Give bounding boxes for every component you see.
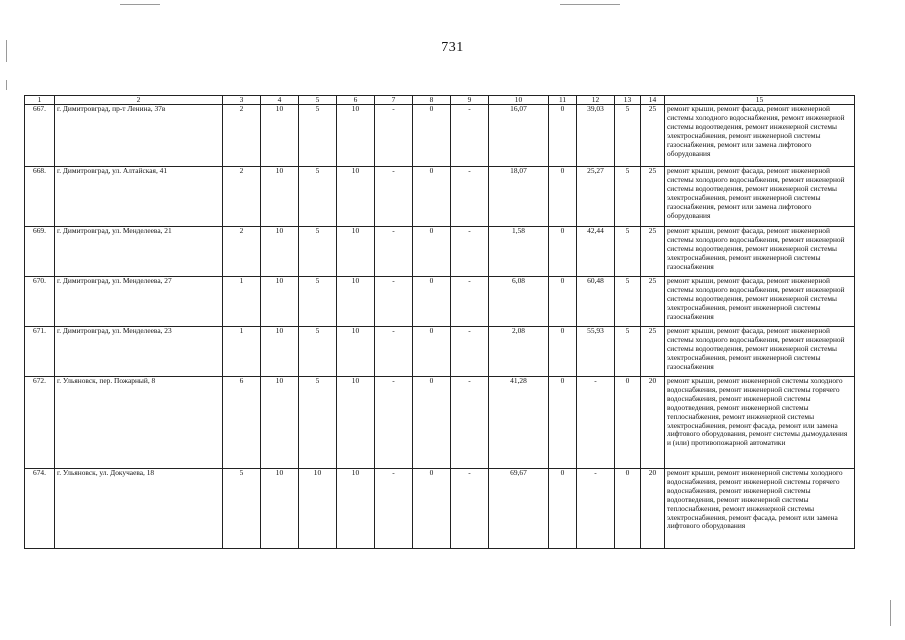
row-number-cell: 674.: [25, 469, 55, 549]
value-cell: -: [375, 377, 413, 469]
value-cell: 18,07: [489, 167, 549, 227]
address-cell: г. Димитровград, ул. Менделеева, 23: [55, 327, 223, 377]
works-cell: ремонт крыши, ремонт фасада, ремонт инженерной системы холодного водоснабжения, ремонт инженерной системы водоотведения, ремонт инженерной системы электроснабжения, ремонт инженерной системы газоснабжения: [665, 327, 855, 377]
table-row: [25, 469, 855, 549]
value-cell: -: [375, 327, 413, 377]
scan-mark: [120, 4, 160, 5]
column-number-row: [25, 96, 855, 105]
column-number-cell: 3: [223, 96, 261, 105]
repair-register-table: [24, 95, 855, 549]
value-cell: 10: [261, 167, 299, 227]
row-number-cell: 670.: [25, 277, 55, 327]
value-cell: 10: [337, 227, 375, 277]
works-cell: ремонт крыши, ремонт фасада, ремонт инженерной системы холодного водоснабжения, ремонт инженерной системы водоотведения, ремонт инженерной системы электроснабжения, ремонт инженерной системы газоснабжения, ремонт или замена лифтового оборудования: [665, 105, 855, 167]
value-cell: 0: [413, 327, 451, 377]
value-cell: 0: [413, 469, 451, 549]
value-cell: 5: [615, 327, 641, 377]
works-cell: ремонт крыши, ремонт фасада, ремонт инженерной системы холодного водоснабжения, ремонт инженерной системы водоотведения, ремонт инженерной системы электроснабжения, ремонт инженерной системы газоснабжения, ремонт или замена лифтового оборудования: [665, 167, 855, 227]
column-number-cell: 13: [615, 96, 641, 105]
value-cell: 5: [299, 105, 337, 167]
table-row: [25, 377, 855, 469]
value-cell: 60,48: [577, 277, 615, 327]
value-cell: 69,67: [489, 469, 549, 549]
row-number-cell: 667.: [25, 105, 55, 167]
value-cell: 25: [641, 227, 665, 277]
value-cell: -: [375, 277, 413, 327]
value-cell: 10: [337, 327, 375, 377]
value-cell: 6,08: [489, 277, 549, 327]
value-cell: 20: [641, 377, 665, 469]
works-cell: ремонт крыши, ремонт фасада, ремонт инженерной системы холодного водоснабжения, ремонт инженерной системы водоотведения, ремонт инженерной системы электроснабжения, ремонт инженерной системы газоснабжения: [665, 277, 855, 327]
row-number-cell: 672.: [25, 377, 55, 469]
column-number-cell: 6: [337, 96, 375, 105]
table-row: [25, 277, 855, 327]
value-cell: 2,08: [489, 327, 549, 377]
value-cell: -: [577, 377, 615, 469]
column-number-cell: 10: [489, 96, 549, 105]
column-number-cell: 7: [375, 96, 413, 105]
value-cell: -: [451, 227, 489, 277]
column-number-cell: 4: [261, 96, 299, 105]
value-cell: 0: [413, 105, 451, 167]
value-cell: -: [577, 469, 615, 549]
value-cell: -: [451, 105, 489, 167]
page-number: 731: [441, 40, 464, 55]
value-cell: -: [451, 327, 489, 377]
value-cell: -: [451, 377, 489, 469]
value-cell: -: [451, 277, 489, 327]
value-cell: 10: [299, 469, 337, 549]
value-cell: -: [451, 469, 489, 549]
value-cell: 10: [337, 277, 375, 327]
value-cell: 25,27: [577, 167, 615, 227]
value-cell: 5: [223, 469, 261, 549]
value-cell: 42,44: [577, 227, 615, 277]
address-cell: г. Димитровград, ул. Алтайская, 41: [55, 167, 223, 227]
value-cell: 0: [413, 227, 451, 277]
value-cell: 20: [641, 469, 665, 549]
value-cell: 0: [549, 277, 577, 327]
column-number-cell: 15: [665, 96, 855, 105]
value-cell: 5: [299, 227, 337, 277]
value-cell: 0: [413, 167, 451, 227]
value-cell: 10: [261, 227, 299, 277]
value-cell: 1: [223, 327, 261, 377]
value-cell: 55,93: [577, 327, 615, 377]
value-cell: 0: [615, 377, 641, 469]
row-number-cell: 668.: [25, 167, 55, 227]
value-cell: 0: [549, 105, 577, 167]
value-cell: 1,58: [489, 227, 549, 277]
value-cell: 2: [223, 227, 261, 277]
value-cell: 0: [549, 469, 577, 549]
scan-mark: [890, 600, 891, 626]
value-cell: 25: [641, 277, 665, 327]
value-cell: 10: [337, 377, 375, 469]
address-cell: г. Димитровград, пр-т Ленина, 37в: [55, 105, 223, 167]
address-cell: г. Ульяновск, ул. Докучаева, 18: [55, 469, 223, 549]
value-cell: 5: [299, 327, 337, 377]
value-cell: 2: [223, 105, 261, 167]
value-cell: 25: [641, 327, 665, 377]
value-cell: 10: [261, 327, 299, 377]
row-number-cell: 669.: [25, 227, 55, 277]
value-cell: -: [375, 227, 413, 277]
value-cell: 41,28: [489, 377, 549, 469]
value-cell: 25: [641, 105, 665, 167]
column-number-cell: 8: [413, 96, 451, 105]
value-cell: 25: [641, 167, 665, 227]
value-cell: -: [375, 105, 413, 167]
scan-mark: [560, 4, 620, 5]
value-cell: 0: [549, 167, 577, 227]
address-cell: г. Димитровград, ул. Менделеева, 27: [55, 277, 223, 327]
value-cell: 5: [299, 277, 337, 327]
table-row: [25, 227, 855, 277]
value-cell: 39,03: [577, 105, 615, 167]
row-number-cell: 671.: [25, 327, 55, 377]
address-cell: г. Димитровград, ул. Менделеева, 21: [55, 227, 223, 277]
scan-mark: [6, 40, 7, 62]
value-cell: 0: [549, 377, 577, 469]
table-row: [25, 167, 855, 227]
value-cell: 0: [615, 469, 641, 549]
value-cell: 10: [337, 469, 375, 549]
column-number-cell: 12: [577, 96, 615, 105]
table-row: [25, 105, 855, 167]
value-cell: 5: [615, 227, 641, 277]
value-cell: 6: [223, 377, 261, 469]
value-cell: 5: [615, 167, 641, 227]
value-cell: 2: [223, 167, 261, 227]
value-cell: 5: [615, 277, 641, 327]
value-cell: 0: [549, 227, 577, 277]
value-cell: 0: [413, 377, 451, 469]
table-row: [25, 327, 855, 377]
scan-mark: [6, 80, 7, 90]
column-number-cell: 11: [549, 96, 577, 105]
value-cell: 0: [413, 277, 451, 327]
value-cell: -: [375, 469, 413, 549]
works-cell: ремонт крыши, ремонт инженерной системы холодного водоснабжения, ремонт инженерной системы горячего водоснабжения, ремонт инженерной системы водоотведения, ремонт инженерной системы теплоснабжения, ремонт инженерной системы электроснабжения, ремонт фасада, ремонт или замена лифтового оборудования, ремонт системы дымоудаления и (или) противопожарной автоматики: [665, 377, 855, 469]
value-cell: 5: [615, 105, 641, 167]
value-cell: 10: [337, 105, 375, 167]
value-cell: -: [451, 167, 489, 227]
column-number-cell: 14: [641, 96, 665, 105]
value-cell: 10: [337, 167, 375, 227]
value-cell: 10: [261, 377, 299, 469]
works-cell: ремонт крыши, ремонт инженерной системы холодного водоснабжения, ремонт инженерной системы горячего водоснабжения, ремонт инженерной системы водоотведения, ремонт инженерной системы теплоснабжения, ремонт инженерной системы электроснабжения, ремонт фасада, ремонт или замена лифтового оборудования: [665, 469, 855, 549]
value-cell: -: [375, 167, 413, 227]
column-number-cell: 2: [55, 96, 223, 105]
value-cell: 1: [223, 277, 261, 327]
value-cell: 10: [261, 105, 299, 167]
works-cell: ремонт крыши, ремонт фасада, ремонт инженерной системы холодного водоснабжения, ремонт инженерной системы водоотведения, ремонт инженерной системы электроснабжения, ремонт инженерной системы газоснабжения: [665, 227, 855, 277]
column-number-cell: 9: [451, 96, 489, 105]
address-cell: г. Ульяновск, пер. Пожарный, 8: [55, 377, 223, 469]
column-number-cell: 1: [25, 96, 55, 105]
column-number-cell: 5: [299, 96, 337, 105]
value-cell: 16,07: [489, 105, 549, 167]
value-cell: 5: [299, 167, 337, 227]
value-cell: 10: [261, 277, 299, 327]
value-cell: 10: [261, 469, 299, 549]
value-cell: 5: [299, 377, 337, 469]
value-cell: 0: [549, 327, 577, 377]
